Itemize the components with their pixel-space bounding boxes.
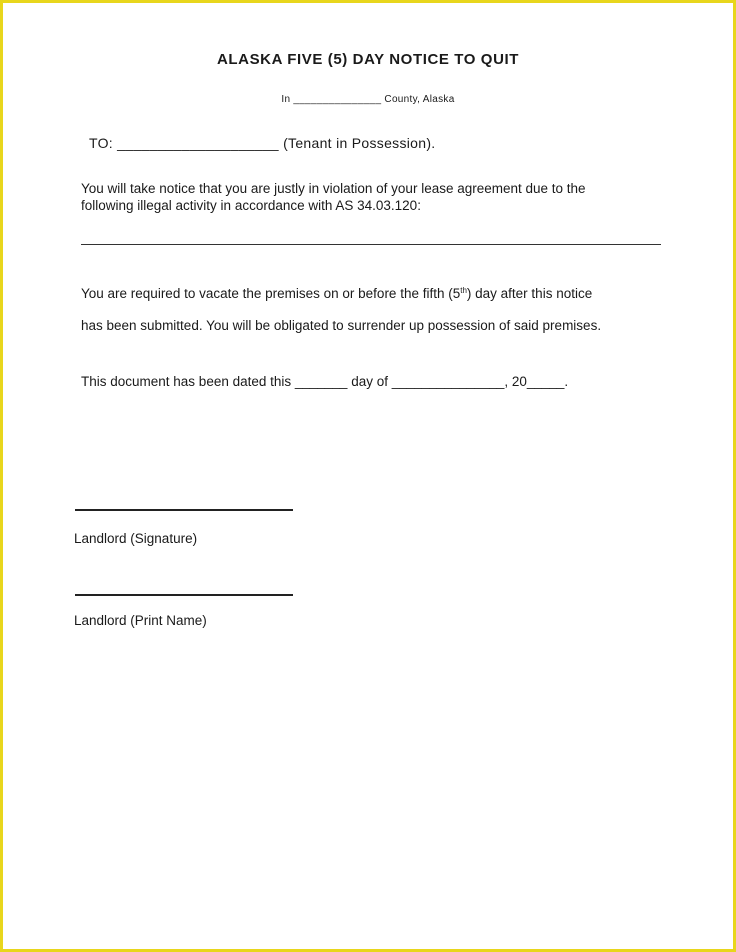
notice-paragraph-line-1: You will take notice that you are justly in violation of your lease agreement due to the xyxy=(81,181,586,196)
ordinal-superscript: th xyxy=(460,286,467,295)
tenant-to-line: TO: ____________________ (Tenant in Possession). xyxy=(89,135,436,151)
dated-line: This document has been dated this _______ day of _______________, 20_____. xyxy=(81,374,569,389)
signature-line xyxy=(75,509,293,511)
landlord-signature-label: Landlord (Signature) xyxy=(74,531,198,546)
landlord-print-name-label: Landlord (Print Name) xyxy=(74,613,207,628)
document-title: ALASKA FIVE (5) DAY NOTICE TO QUIT xyxy=(216,51,520,68)
violation-blank-line xyxy=(81,244,661,245)
vacate-paragraph-line-1 xyxy=(81,286,592,301)
print-name-line xyxy=(75,594,293,596)
vacate-text-after: ) day after this notice xyxy=(466,286,593,301)
notice-paragraph-line-2: following illegal activity in accordance with AS 34.03.120: xyxy=(81,198,421,213)
county-line: In _______________ County, Alaska xyxy=(281,94,455,105)
vacate-paragraph-line-2: has been submitted. You will be obligated to surrender up possession of said premises. xyxy=(81,318,602,333)
vacate-text-before: You are required to vacate the premises on or before the fifth (5 xyxy=(81,286,461,301)
